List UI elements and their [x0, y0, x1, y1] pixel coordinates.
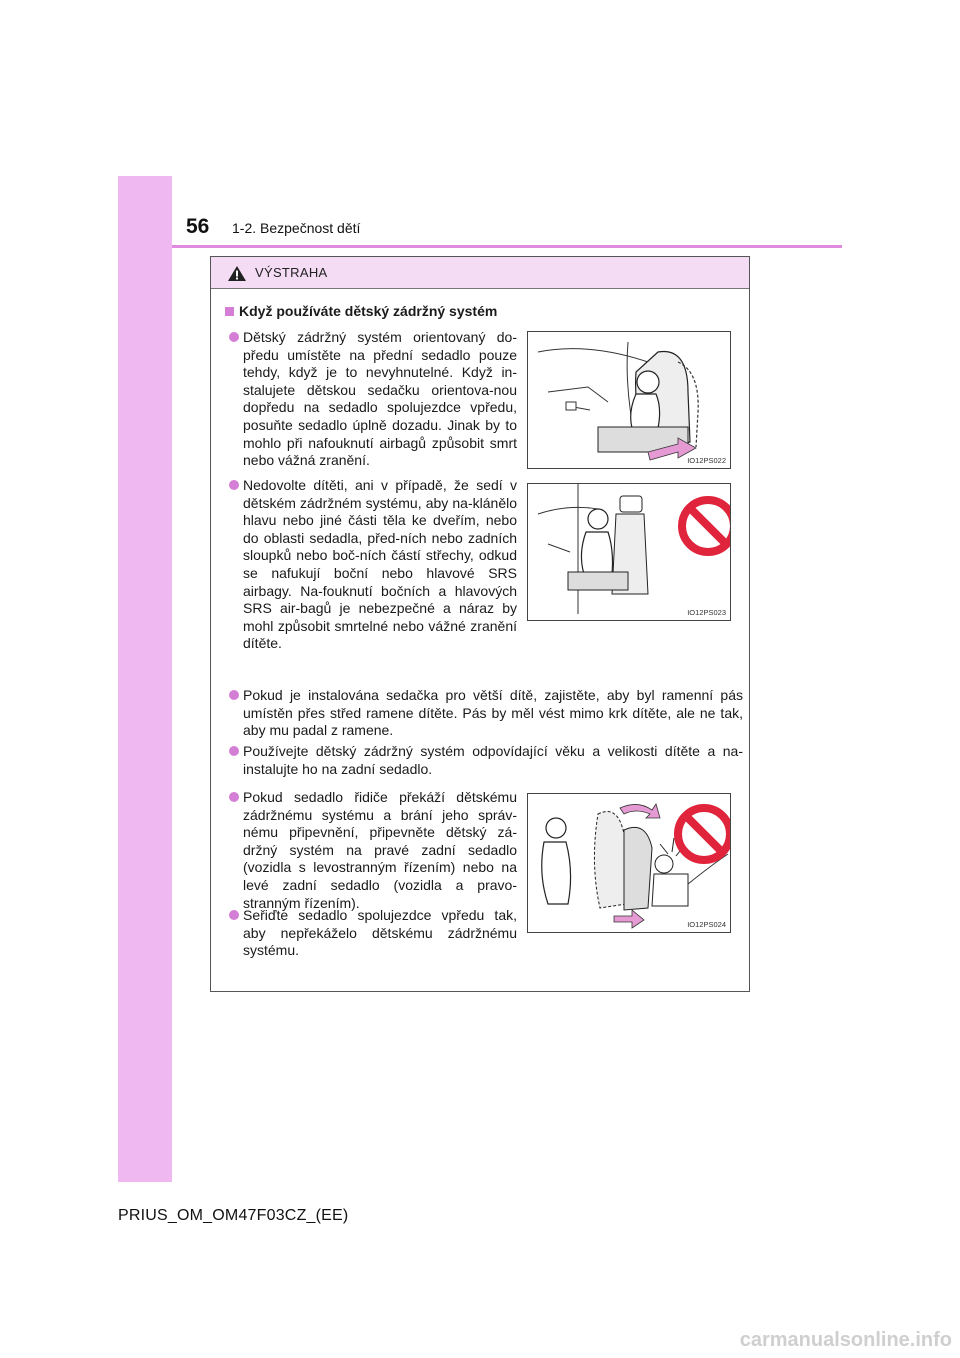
figure-child-leaning-to-door	[527, 483, 731, 621]
figure-forward-facing-seat	[527, 331, 731, 469]
square-bullet-icon	[225, 307, 234, 316]
figure-code: IO12PS022	[687, 456, 726, 465]
document-code: PRIUS_OM_OM47F03CZ_(EE)	[118, 1207, 349, 1224]
warning-item	[229, 789, 517, 912]
warning-item-text: Dětský zádržný systém orientovaný do-předu umístěte na přední sedadlo pouze tehdy, když je to nevyhnutelné. Když in-stalujete dětskou sedačku orientova-nou dopředu na sedadlo spolujezdce vpředu, posuňte sedadlo úplně dozadu. Jinak by to mohlo při nafouknutí airbagů způsobit smrt nebo vážná zranění.	[243, 329, 517, 469]
warning-item-text: Pokud je instalována sedačka pro větší dítě, zajistěte, aby byl ramenní pás umístěn přes střed ramene dítěte. Pás by měl vést mimo krk dítěte, ale ne tak, aby mu padal z ramene.	[243, 687, 743, 739]
section-title: 1-2. Bezpečnost dětí	[232, 220, 361, 236]
forward-facing-child-seat-illustration	[528, 332, 730, 468]
watermark: carmanualsonline.info	[739, 1329, 952, 1351]
bullet-icon	[229, 910, 239, 920]
front-seat-interference-illustration	[528, 794, 730, 932]
subheading-text: Když používáte dětský zádržný systém	[239, 303, 498, 319]
warning-subheading	[225, 303, 497, 319]
child-in-booster-seat-illustration	[528, 484, 730, 620]
figure-code: IO12PS024	[687, 920, 726, 929]
bullet-icon	[229, 690, 239, 700]
page-number: 56	[186, 215, 210, 238]
warning-item	[229, 477, 517, 653]
bullet-icon	[229, 332, 239, 342]
warning-item-text: Nedovolte dítěti, ani v případě, že sedí v dětském zádržném systému, aby na-klánělo hlavu nebo jiné části těla ke dveřím, nebo do oblasti sedadla, před-ních nebo zadních sloupků nebo boč-ních částí střechy, odkud se nafukují boční nebo hlavové SRS airbagy. Na-fouknutí bočních a hlavových SRS air-bagů je nebezpečné a náraz by mohl způsobit smrtelné nebo vážné zranění dítěte.	[243, 477, 517, 652]
header-divider	[172, 245, 842, 248]
warning-triangle-icon	[227, 265, 247, 282]
warning-item	[229, 329, 517, 470]
bullet-icon	[229, 480, 239, 490]
figure-code: IO12PS023	[687, 608, 726, 617]
figure-front-seat-interferes	[527, 793, 731, 933]
warning-item-text: Seřiďte sedadlo spolujezdce vpředu tak, aby nepřekáželo dětskému zádržnému systému.	[243, 907, 517, 959]
warning-item	[229, 687, 743, 740]
warning-header	[211, 257, 749, 289]
warning-item	[229, 743, 743, 778]
bullet-icon	[229, 792, 239, 802]
warning-item-text: Pokud sedadlo řidiče překáží dětskému zádržnému systému a brání jeho správ-nému připevnění, připevněte dětský zá-držný systém na pravé zadní sedadlo (vozidla s levostranným řízením) nebo na levé zadní sedadlo (vozidla a pravo-stranným řízením).	[243, 789, 517, 911]
warning-box	[210, 256, 750, 992]
warning-title: VÝSTRAHA	[255, 265, 328, 280]
warning-item-text: Používejte dětský zádržný systém odpovídající věku a velikosti dítěte a na-instalujte ho na zadní sedadlo.	[243, 743, 743, 777]
chapter-sidebar-tab	[118, 176, 172, 1182]
warning-item	[229, 907, 517, 960]
bullet-icon	[229, 746, 239, 756]
